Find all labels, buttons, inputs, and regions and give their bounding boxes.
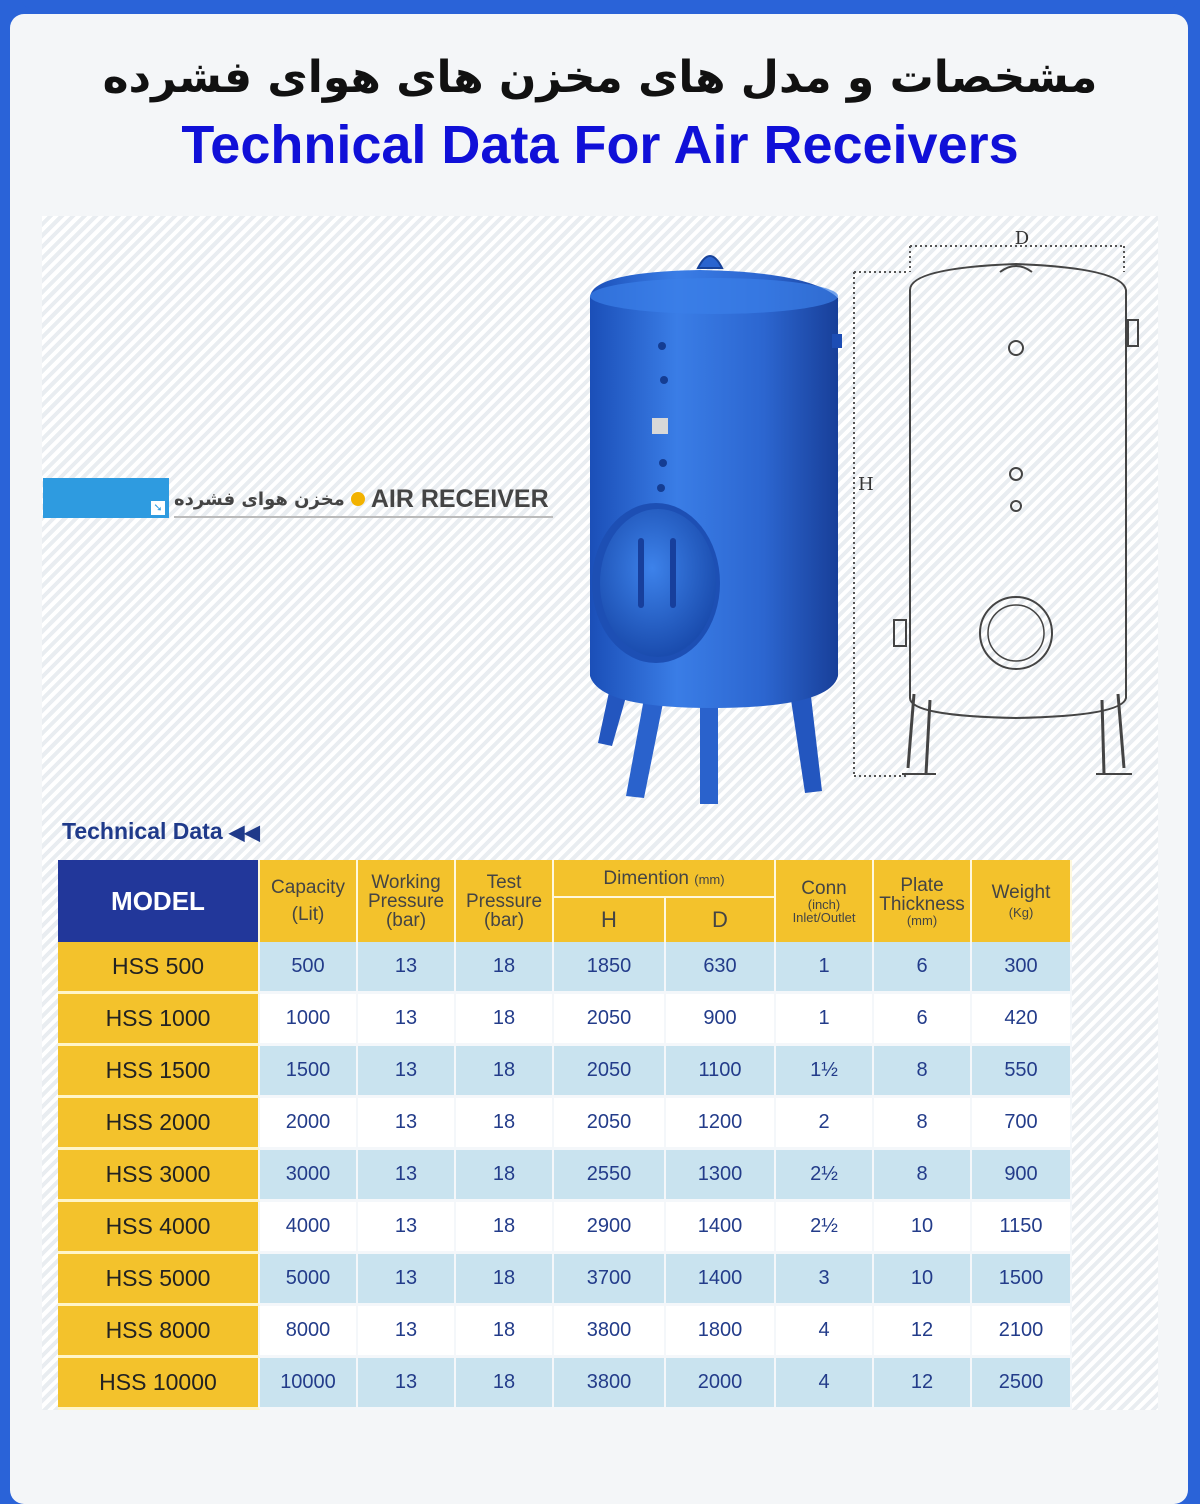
cell-model: HSS 500	[58, 942, 260, 994]
cell-capacity: 8000	[260, 1306, 358, 1358]
cell-d: 1400	[666, 1202, 776, 1254]
cell-capacity: 3000	[260, 1150, 358, 1202]
cell-h: 1850	[554, 942, 666, 994]
cell-d: 900	[666, 994, 776, 1046]
header-test-unit: (bar)	[483, 909, 525, 931]
header-h: H	[554, 896, 666, 942]
table-row	[58, 1254, 1072, 1306]
cell-h: 3800	[554, 1358, 666, 1410]
cell-d: 1800	[666, 1306, 776, 1358]
header-test-pressure	[456, 860, 554, 942]
cell-model: HSS 4000	[58, 1202, 260, 1254]
cell-h: 2050	[554, 1098, 666, 1150]
table-row	[58, 1098, 1072, 1150]
cell-conn: 1	[776, 994, 874, 1046]
cell-h: 2050	[554, 1046, 666, 1098]
cell-capacity: 1500	[260, 1046, 358, 1098]
cell-test-pressure: 18	[456, 1046, 554, 1098]
header-working-label-2: Pressure	[367, 890, 445, 912]
cell-working-pressure: 13	[358, 1358, 456, 1410]
cell-model: HSS 8000	[58, 1306, 260, 1358]
header-weight-label: Weight	[991, 882, 1051, 903]
cell-conn: 2½	[776, 1202, 874, 1254]
cell-weight: 900	[972, 1150, 1072, 1202]
cell-model: HSS 2000	[58, 1098, 260, 1150]
label-strip	[43, 478, 169, 518]
cell-working-pressure: 13	[358, 1202, 456, 1254]
header-working-unit: (bar)	[385, 909, 427, 931]
page-title-persian: مشخصات و مدل های مخزن های هوای فشرده	[102, 52, 1098, 103]
cell-d: 630	[666, 942, 776, 994]
cell-weight: 420	[972, 994, 1072, 1046]
header-conn-label: Conn	[801, 877, 847, 899]
cell-test-pressure: 18	[456, 1306, 554, 1358]
cell-h: 3800	[554, 1306, 666, 1358]
cell-plate: 12	[874, 1358, 972, 1410]
header-capacity-unit: (Lit)	[291, 904, 325, 925]
cell-conn: 4	[776, 1358, 874, 1410]
cell-capacity: 4000	[260, 1202, 358, 1254]
air-receiver-tank-image	[560, 238, 860, 808]
drawing-h-label: H	[858, 474, 874, 495]
cell-test-pressure: 18	[456, 1254, 554, 1306]
double-chevron-left-icon: ◀◀	[229, 822, 260, 844]
header-model: MODEL	[58, 860, 260, 942]
table-row	[58, 1306, 1072, 1358]
header-conn-sub: Inlet/Outlet	[792, 909, 856, 925]
header-d: D	[666, 896, 776, 942]
cell-d: 1400	[666, 1254, 776, 1306]
header-dimension	[554, 860, 776, 896]
cell-weight: 1150	[972, 1202, 1072, 1254]
cell-d: 1300	[666, 1150, 776, 1202]
cell-test-pressure: 18	[456, 994, 554, 1046]
cell-weight: 700	[972, 1098, 1072, 1150]
product-label-english: AIR RECEIVER	[370, 484, 549, 513]
cell-weight: 2500	[972, 1358, 1072, 1410]
section-title	[62, 818, 260, 845]
drawing-d-label: D	[1014, 228, 1030, 249]
cell-model: HSS 3000	[58, 1150, 260, 1202]
header-test-label-2: Pressure	[465, 890, 543, 912]
cell-capacity: 1000	[260, 994, 358, 1046]
cell-model: HSS 1000	[58, 994, 260, 1046]
table-row	[58, 1150, 1072, 1202]
bullet-icon	[351, 492, 365, 506]
cell-conn: 2½	[776, 1150, 874, 1202]
cell-test-pressure: 18	[456, 1202, 554, 1254]
cell-weight: 550	[972, 1046, 1072, 1098]
cell-plate: 10	[874, 1202, 972, 1254]
cell-test-pressure: 18	[456, 942, 554, 994]
table-row	[58, 1202, 1072, 1254]
cell-weight: 300	[972, 942, 1072, 994]
header-weight-unit: (Kg)	[1008, 905, 1034, 920]
cell-conn: 1	[776, 942, 874, 994]
header-weight	[972, 860, 1072, 942]
cell-d: 1100	[666, 1046, 776, 1098]
technical-data-table	[58, 860, 1072, 1410]
cell-working-pressure: 13	[358, 1046, 456, 1098]
cell-d: 1200	[666, 1098, 776, 1150]
cell-model: HSS 1500	[58, 1046, 260, 1098]
cell-conn: 4	[776, 1306, 874, 1358]
cell-test-pressure: 18	[456, 1150, 554, 1202]
cell-h: 3700	[554, 1254, 666, 1306]
table-row	[58, 994, 1072, 1046]
cell-plate: 8	[874, 1046, 972, 1098]
header-working-label: Working	[371, 871, 441, 893]
cell-working-pressure: 13	[358, 1098, 456, 1150]
product-label-persian: مخزن هوای فشرده	[174, 488, 345, 510]
header-dimension-label: Dimention	[603, 867, 689, 889]
cell-plate: 6	[874, 942, 972, 994]
cell-plate: 8	[874, 1150, 972, 1202]
header-plate-thickness	[874, 860, 972, 942]
cell-capacity: 2000	[260, 1098, 358, 1150]
cell-working-pressure: 13	[358, 994, 456, 1046]
cell-test-pressure: 18	[456, 1358, 554, 1410]
cell-h: 2550	[554, 1150, 666, 1202]
section-title-text: Technical Data	[62, 818, 223, 844]
header-dimension-unit: (mm)	[694, 871, 725, 887]
header-conn-unit: (inch)	[807, 896, 841, 912]
cell-plate: 8	[874, 1098, 972, 1150]
cell-test-pressure: 18	[456, 1098, 554, 1150]
table-row	[58, 1358, 1072, 1410]
cell-capacity: 500	[260, 942, 358, 994]
header-plate-label-2: Thickness	[879, 893, 965, 915]
product-label	[174, 482, 553, 518]
cell-conn: 1½	[776, 1046, 874, 1098]
cell-model: HSS 5000	[58, 1254, 260, 1306]
cell-d: 2000	[666, 1358, 776, 1410]
header-capacity	[260, 860, 358, 942]
arrow-icon: ➘	[151, 501, 165, 515]
cell-plate: 10	[874, 1254, 972, 1306]
cell-capacity: 10000	[260, 1358, 358, 1410]
page-title-english: Technical Data For Air Receivers	[181, 115, 1019, 175]
cell-weight: 2100	[972, 1306, 1072, 1358]
cell-conn: 2	[776, 1098, 874, 1150]
cell-weight: 1500	[972, 1254, 1072, 1306]
header-conn	[776, 860, 874, 942]
cell-working-pressure: 13	[358, 1254, 456, 1306]
header-test-label: Test	[486, 871, 522, 893]
cell-conn: 3	[776, 1254, 874, 1306]
top-bar	[22, 0, 1178, 8]
cell-plate: 6	[874, 994, 972, 1046]
table-row	[58, 942, 1072, 994]
table-row	[58, 1046, 1072, 1098]
header-capacity-label: Capacity	[271, 877, 345, 898]
header-plate-unit: (mm)	[906, 912, 938, 928]
cell-capacity: 5000	[260, 1254, 358, 1306]
header-working-pressure	[358, 860, 456, 942]
cell-model: HSS 10000	[58, 1358, 260, 1410]
cell-h: 2900	[554, 1202, 666, 1254]
cell-plate: 12	[874, 1306, 972, 1358]
cell-working-pressure: 13	[358, 1306, 456, 1358]
cell-working-pressure: 13	[358, 942, 456, 994]
cell-working-pressure: 13	[358, 1150, 456, 1202]
header-plate-label: Plate	[900, 874, 944, 896]
tank-technical-drawing	[846, 228, 1156, 788]
cell-h: 2050	[554, 994, 666, 1046]
